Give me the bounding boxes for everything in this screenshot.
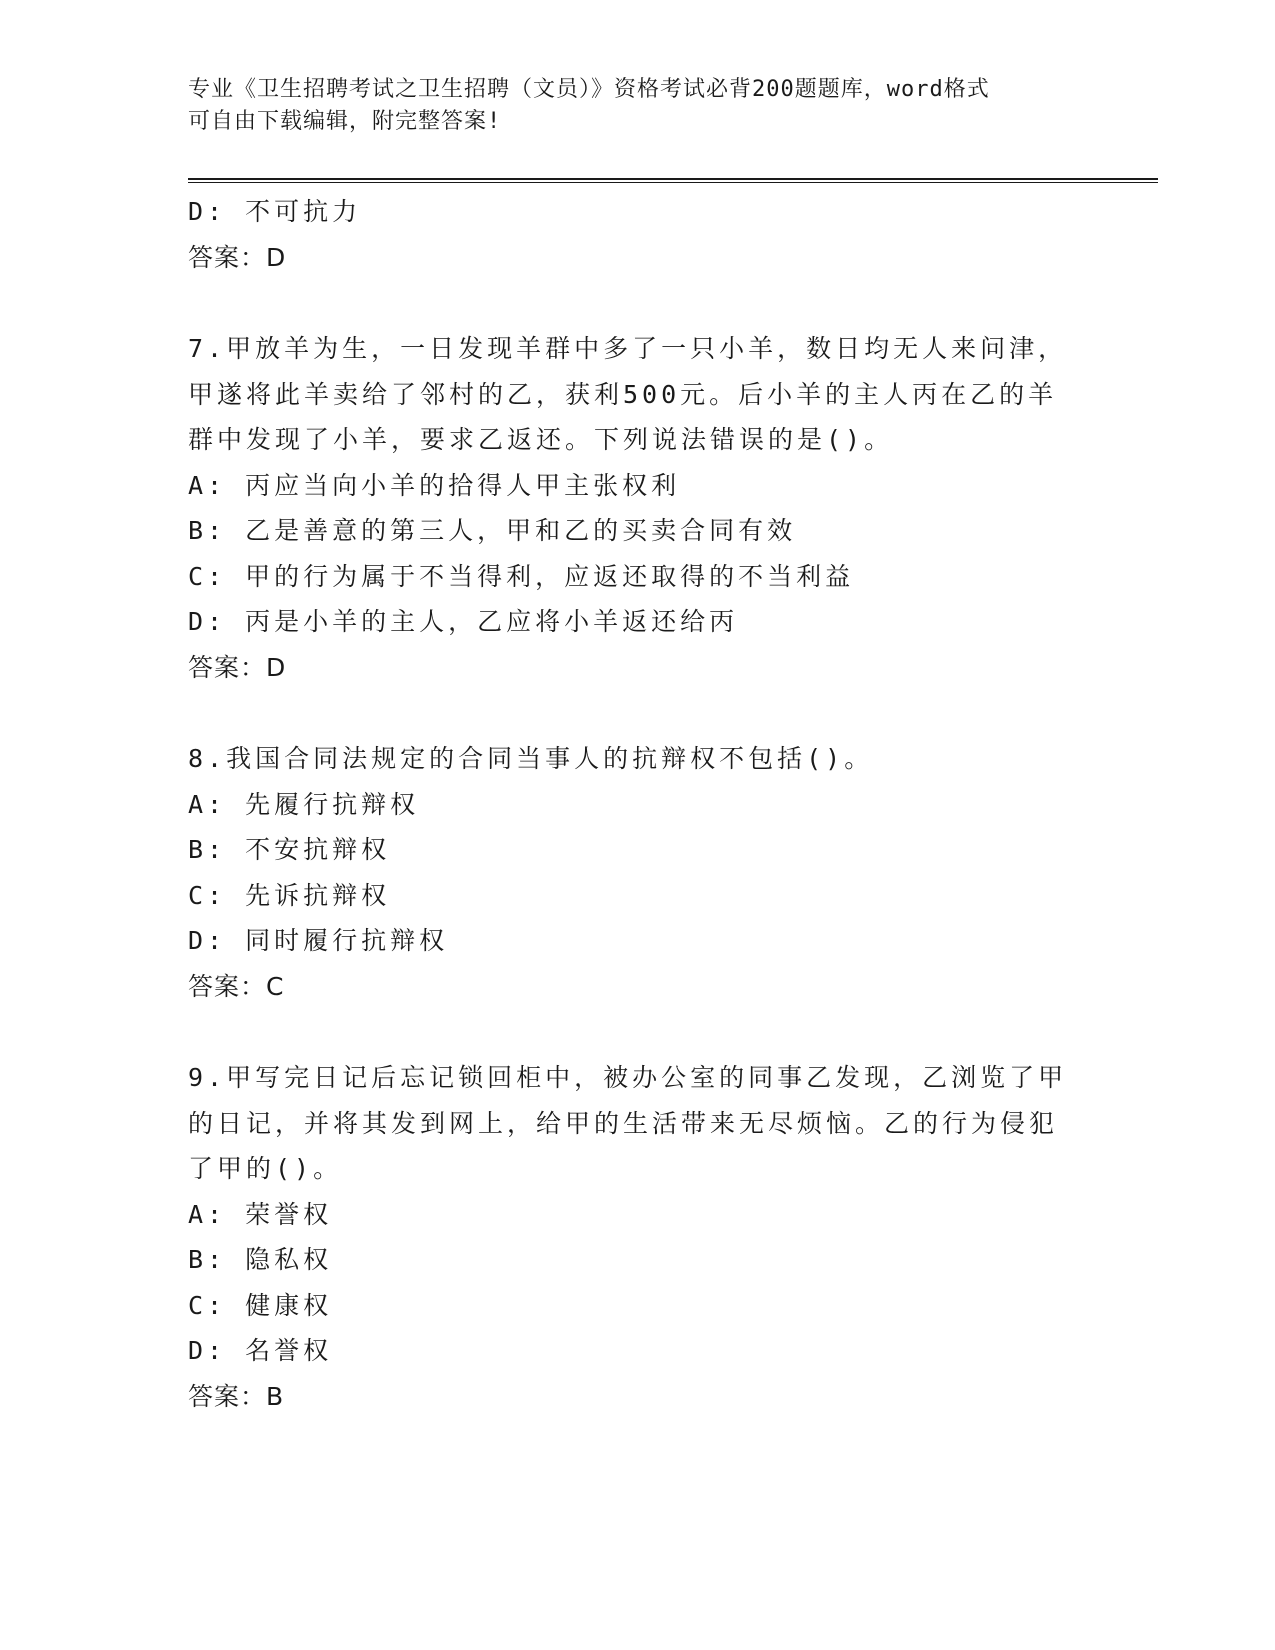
option-c: C: 甲的行为属于不当得利，应返还取得的不当利益 [188, 561, 855, 591]
option-d: D: 同时履行抗辩权 [188, 926, 449, 955]
option-b: B: 隐私权 [188, 1245, 333, 1274]
option-a: A: 先履行抗辩权 [188, 789, 420, 819]
question-stem-line: 8.我国合同法规定的合同当事人的抗辩权不包括()。 [188, 744, 874, 773]
document-header [188, 74, 1088, 138]
question-7 [188, 326, 1128, 690]
answer: 答案：D [188, 652, 287, 682]
question-stem-line: 群中发现了小羊，要求乙返还。下列说法错误的是()。 [188, 425, 894, 454]
option-c: C: 健康权 [188, 1290, 333, 1320]
option-d: D: 不可抗力 [188, 197, 362, 226]
question-6 [188, 189, 1128, 280]
option-a: A: 丙应当向小羊的拾得人甲主张权利 [188, 470, 681, 500]
document-body [188, 189, 1128, 1419]
header-line-1: 专业《卫生招聘考试之卫生招聘（文员）》资格考试必背200题题库，word格式 [188, 77, 990, 102]
question-stem-line: 7.甲放羊为生，一日发现羊群中多了一只小羊，数日均无人来问津， [188, 334, 1068, 363]
answer: 答案：C [188, 971, 285, 1001]
question-stem-line: 的日记，并将其发到网上，给甲的生活带来无尽烦恼。乙的行为侵犯 [188, 1108, 1059, 1138]
header-divider [188, 178, 1158, 183]
answer: 答案：B [188, 1381, 285, 1411]
question-stem-line: 了甲的()。 [188, 1154, 343, 1183]
question-stem-line: 甲遂将此羊卖给了邻村的乙，获利500元。后小羊的主人丙在乙的羊 [188, 379, 1058, 409]
answer: 答案：D [188, 242, 287, 272]
option-d: D: 丙是小羊的主人，乙应将小羊返还给丙 [188, 607, 739, 636]
option-a: A: 荣誉权 [188, 1199, 333, 1229]
header-line-2: 可自由下载编辑，附完整答案! [188, 109, 502, 134]
option-b: B: 乙是善意的第三人，甲和乙的买卖合同有效 [188, 516, 797, 545]
question-9 [188, 1055, 1128, 1419]
question-stem-line: 9.甲写完日记后忘记锁回柜中，被办公室的同事乙发现，乙浏览了甲 [188, 1063, 1068, 1092]
option-c: C: 先诉抗辩权 [188, 880, 391, 910]
question-8 [188, 736, 1128, 1009]
option-d: D: 名誉权 [188, 1336, 333, 1365]
option-b: B: 不安抗辩权 [188, 835, 391, 864]
